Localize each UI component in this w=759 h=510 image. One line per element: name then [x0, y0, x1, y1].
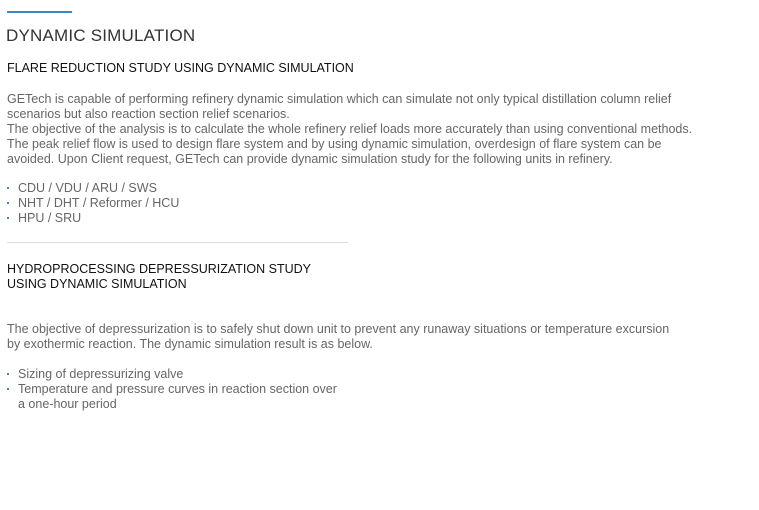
section-title-line: HYDROPROCESSING DEPRESSURIZATION STUDY — [7, 262, 311, 276]
title-accent-bar — [7, 11, 72, 13]
list-item-label: Temperature and pressure curves in reaction section over a one-hour period — [18, 382, 337, 411]
flare-reduction-description — [7, 92, 747, 167]
list-item-label: CDU / VDU / ARU / SWS — [18, 181, 157, 195]
refinery-units-list — [7, 181, 179, 226]
bullet-icon — [7, 388, 9, 390]
depressurization-section-title — [7, 262, 311, 292]
paragraph-line: GETech is capable of performing refinery dynamic simulation which can simulate not only typical distillation column relief — [7, 92, 672, 106]
paragraph-line: The objective of depressurization is to safely shut down unit to prevent any runaway situations or temperature excursion — [7, 322, 670, 336]
list-item — [7, 211, 179, 226]
list-item-label: NHT / DHT / Reformer / HCU — [18, 196, 180, 210]
flare-reduction-section-title — [7, 61, 354, 76]
paragraph-line: The peak relief flow is used to design flare system and by using dynamic simulation, overdesign of flare system can be — [7, 137, 662, 151]
section-title-line: USING DYNAMIC SIMULATION — [7, 277, 187, 291]
paragraph-line: by exothermic reaction. The dynamic simulation result is as below. — [7, 337, 373, 351]
list-item-label: Sizing of depressurizing valve — [18, 367, 184, 381]
list-item — [7, 181, 179, 196]
simulation-results-list — [7, 367, 337, 412]
bullet-icon — [7, 202, 9, 204]
section-title-line: FLARE REDUCTION STUDY USING DYNAMIC SIMULATION — [7, 61, 354, 75]
bullet-icon — [7, 187, 9, 189]
list-item-label: HPU / SRU — [18, 211, 82, 225]
section-divider — [7, 242, 348, 243]
page-title: DYNAMIC SIMULATION — [6, 26, 196, 45]
bullet-icon — [7, 373, 9, 375]
paragraph-line: scenarios but also reaction section relief scenarios. — [7, 107, 290, 121]
list-item — [7, 367, 337, 382]
bullet-icon — [7, 217, 9, 219]
list-item — [7, 382, 337, 412]
list-item — [7, 196, 179, 211]
depressurization-description — [7, 322, 747, 352]
paragraph-line: avoided. Upon Client request, GETech can provide dynamic simulation study for the following units in refinery. — [7, 152, 613, 166]
paragraph-line: The objective of the analysis is to calculate the whole refinery relief loads more accurately than using conventional methods. — [7, 122, 693, 136]
